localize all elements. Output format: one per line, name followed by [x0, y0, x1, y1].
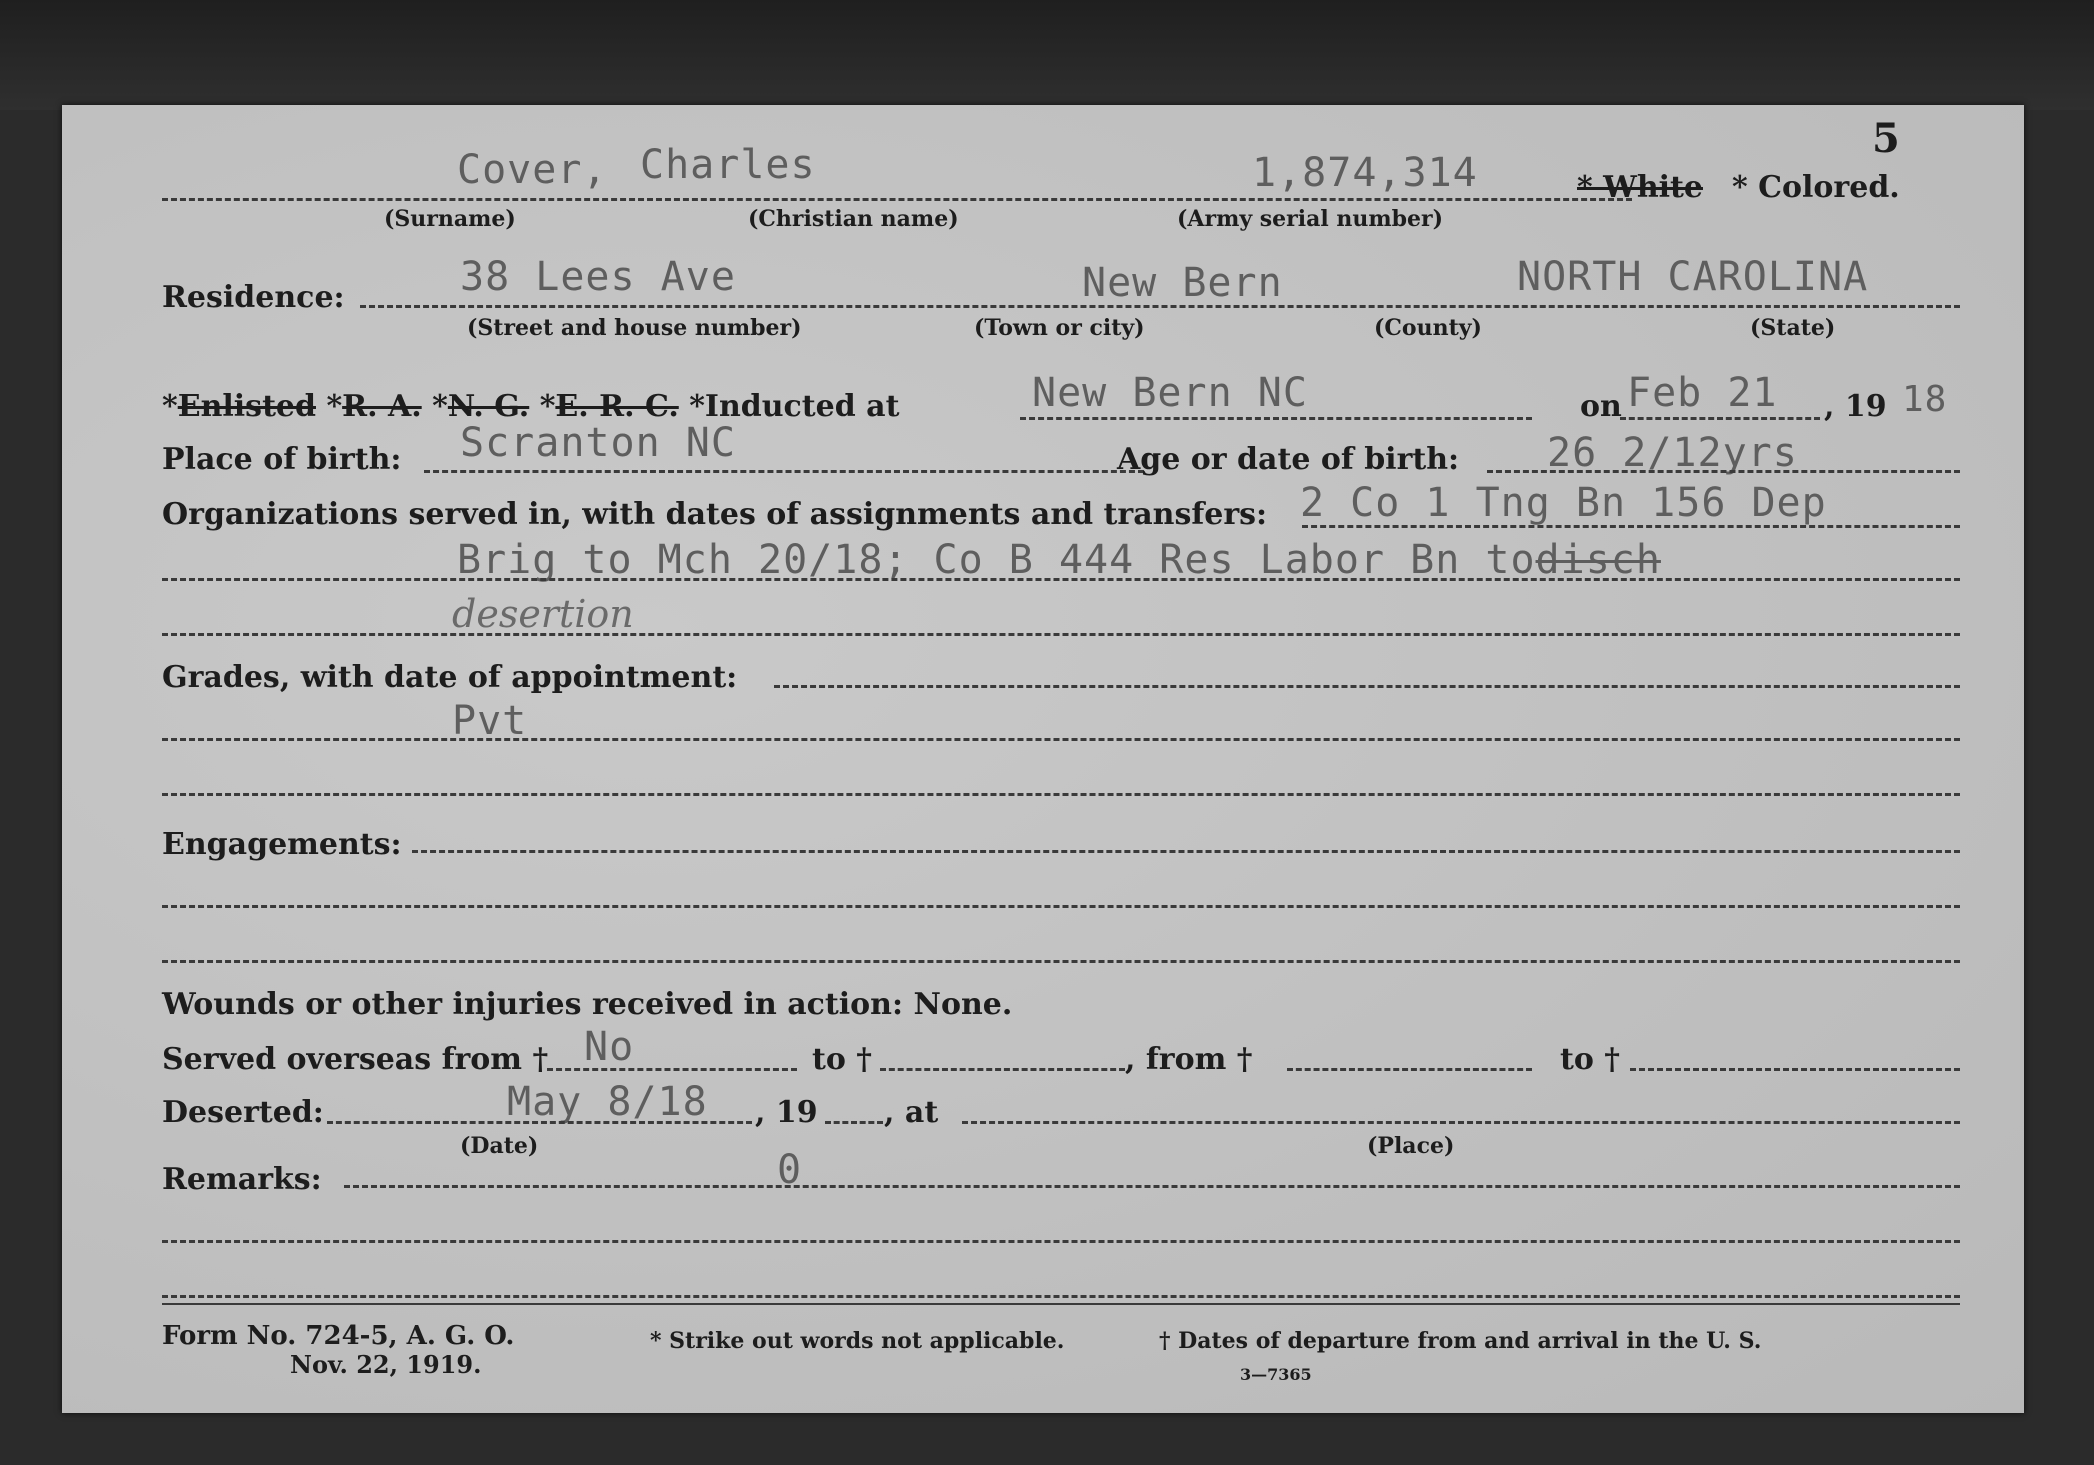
- overseas-from2-line: [1287, 1068, 1532, 1071]
- deserted-date-line: [327, 1121, 752, 1124]
- age-value: 26 2/12yrs: [1547, 430, 1798, 476]
- deserted-place-caption: (Place): [1367, 1133, 1455, 1159]
- serial-number-value: 1,874,314: [1252, 150, 1478, 196]
- state-value: NORTH CAROLINA: [1517, 254, 1869, 300]
- organizations-line-3: desertion: [452, 592, 634, 636]
- engagements-rule-2: [162, 905, 1960, 908]
- engagements-rule-3: [162, 960, 1960, 963]
- surname-value: Cover,: [457, 147, 608, 193]
- serial-number-caption: (Army serial number): [1177, 206, 1444, 232]
- inducted-place-value: New Bern NC: [1032, 370, 1308, 416]
- overseas-to2-line: [1630, 1068, 1960, 1071]
- grades-rule-3: [162, 793, 1960, 796]
- overseas-from-value: No: [584, 1024, 635, 1070]
- age-line: [1487, 470, 1960, 473]
- remarks-value: 0: [777, 1147, 803, 1193]
- place-of-birth-line: [424, 470, 1144, 473]
- asterisk-mark: *: [432, 389, 448, 424]
- erc-option: E. R. C.: [555, 389, 679, 424]
- induction-year-value: 18: [1902, 379, 1948, 420]
- page-number: 5: [1872, 115, 1900, 162]
- name-line: [162, 198, 1632, 201]
- place-of-birth-value: Scranton NC: [460, 420, 736, 466]
- residence-line: [360, 305, 1960, 308]
- surname-caption: (Surname): [384, 206, 516, 232]
- remarks-rule-1: [344, 1185, 1960, 1188]
- white-label: * White: [1577, 170, 1703, 205]
- form-date: Nov. 22, 1919.: [290, 1350, 482, 1379]
- inducted-label: *Inducted at: [689, 389, 900, 424]
- wounds-value: None.: [913, 987, 1013, 1022]
- grades-value: Pvt: [452, 698, 528, 744]
- age-label: Age or date of birth:: [1117, 442, 1460, 477]
- place-of-birth-label: Place of birth:: [162, 442, 402, 477]
- town-caption: (Town or city): [974, 315, 1145, 341]
- organizations-rule-1: [1302, 525, 1960, 528]
- form-number: Form No. 724-5, A. G. O.: [162, 1321, 515, 1351]
- asterisk-mark: *: [539, 389, 556, 424]
- grades-rule-1: [774, 685, 1960, 688]
- organizations-line-2: [457, 537, 1661, 583]
- remarks-label: Remarks:: [162, 1162, 322, 1197]
- deserted-year-label: , 19: [755, 1095, 818, 1130]
- engagements-rule-1: [412, 850, 1960, 853]
- grades-label: Grades, with date of appointment:: [162, 660, 738, 695]
- organizations-rule-3: [162, 633, 1960, 636]
- dates-note: † Dates of departure from and arrival in the U. S.: [1159, 1328, 1762, 1354]
- scan-background: [0, 0, 2094, 110]
- engagements-label: Engagements:: [162, 827, 402, 862]
- wounds-line: [162, 987, 1013, 1022]
- overseas-from2-label: , from †: [1125, 1042, 1253, 1077]
- inducted-place-line: [1020, 417, 1532, 420]
- state-caption: (State): [1750, 315, 1836, 341]
- organizations-label: Organizations served in, with dates of assignments and transfers:: [162, 497, 1268, 532]
- ra-option: R. A.: [342, 389, 422, 424]
- deserted-date-caption: (Date): [460, 1133, 539, 1159]
- county-caption: (County): [1374, 315, 1482, 341]
- enlisted-option: Enlisted: [177, 389, 316, 424]
- draft-record-card: [62, 105, 2024, 1413]
- asterisk-mark: *: [162, 389, 178, 424]
- deserted-place-line: [962, 1121, 1960, 1124]
- christian-name-caption: (Christian name): [748, 206, 959, 232]
- induction-date-value: Feb 21: [1627, 370, 1778, 416]
- street-caption: (Street and house number): [467, 315, 802, 341]
- organizations-line-2-struck: disch: [1535, 537, 1661, 583]
- overseas-to-line: [880, 1068, 1125, 1071]
- colored-label: * Colored.: [1732, 170, 1900, 205]
- overseas-from-line: [547, 1068, 797, 1071]
- print-code: 3—7365: [1240, 1365, 1312, 1384]
- residence-label: Residence:: [162, 280, 345, 315]
- overseas-to2-label: to †: [1560, 1042, 1620, 1077]
- overseas-label: Served overseas from †: [162, 1042, 549, 1077]
- remarks-rule-2: [162, 1240, 1960, 1243]
- christian-name-value: Charles: [640, 142, 816, 188]
- organizations-line-2-text: Brig to Mch 20/18; Co B 444 Res Labor Bn to: [457, 537, 1536, 583]
- organizations-rule-2: [162, 578, 1960, 581]
- on-label: on: [1580, 389, 1622, 424]
- deserted-label: Deserted:: [162, 1095, 324, 1130]
- deserted-year-line: [825, 1121, 883, 1124]
- induction-year-prefix: , 19: [1824, 389, 1887, 424]
- remarks-rule-3: [162, 1295, 1960, 1298]
- ng-option: N. G.: [447, 389, 530, 424]
- asterisk-mark: *: [326, 389, 343, 424]
- wounds-label: Wounds or other injuries received in action:: [162, 987, 904, 1022]
- remarks-double-rule: [162, 1303, 1960, 1305]
- strike-note: * Strike out words not applicable.: [650, 1328, 1065, 1354]
- grades-rule-2: [162, 738, 1960, 741]
- overseas-to-label: to †: [812, 1042, 872, 1077]
- organizations-line-1: 2 Co 1 Tng Bn 156 Dep: [1300, 480, 1827, 526]
- deserted-date-value: May 8/18: [507, 1079, 708, 1125]
- induction-date-line: [1620, 417, 1820, 420]
- street-value: 38 Lees Ave: [460, 254, 736, 300]
- town-value: New Bern: [1082, 260, 1283, 306]
- deserted-at-label: , at: [884, 1095, 939, 1130]
- induction-status-line: [162, 389, 900, 424]
